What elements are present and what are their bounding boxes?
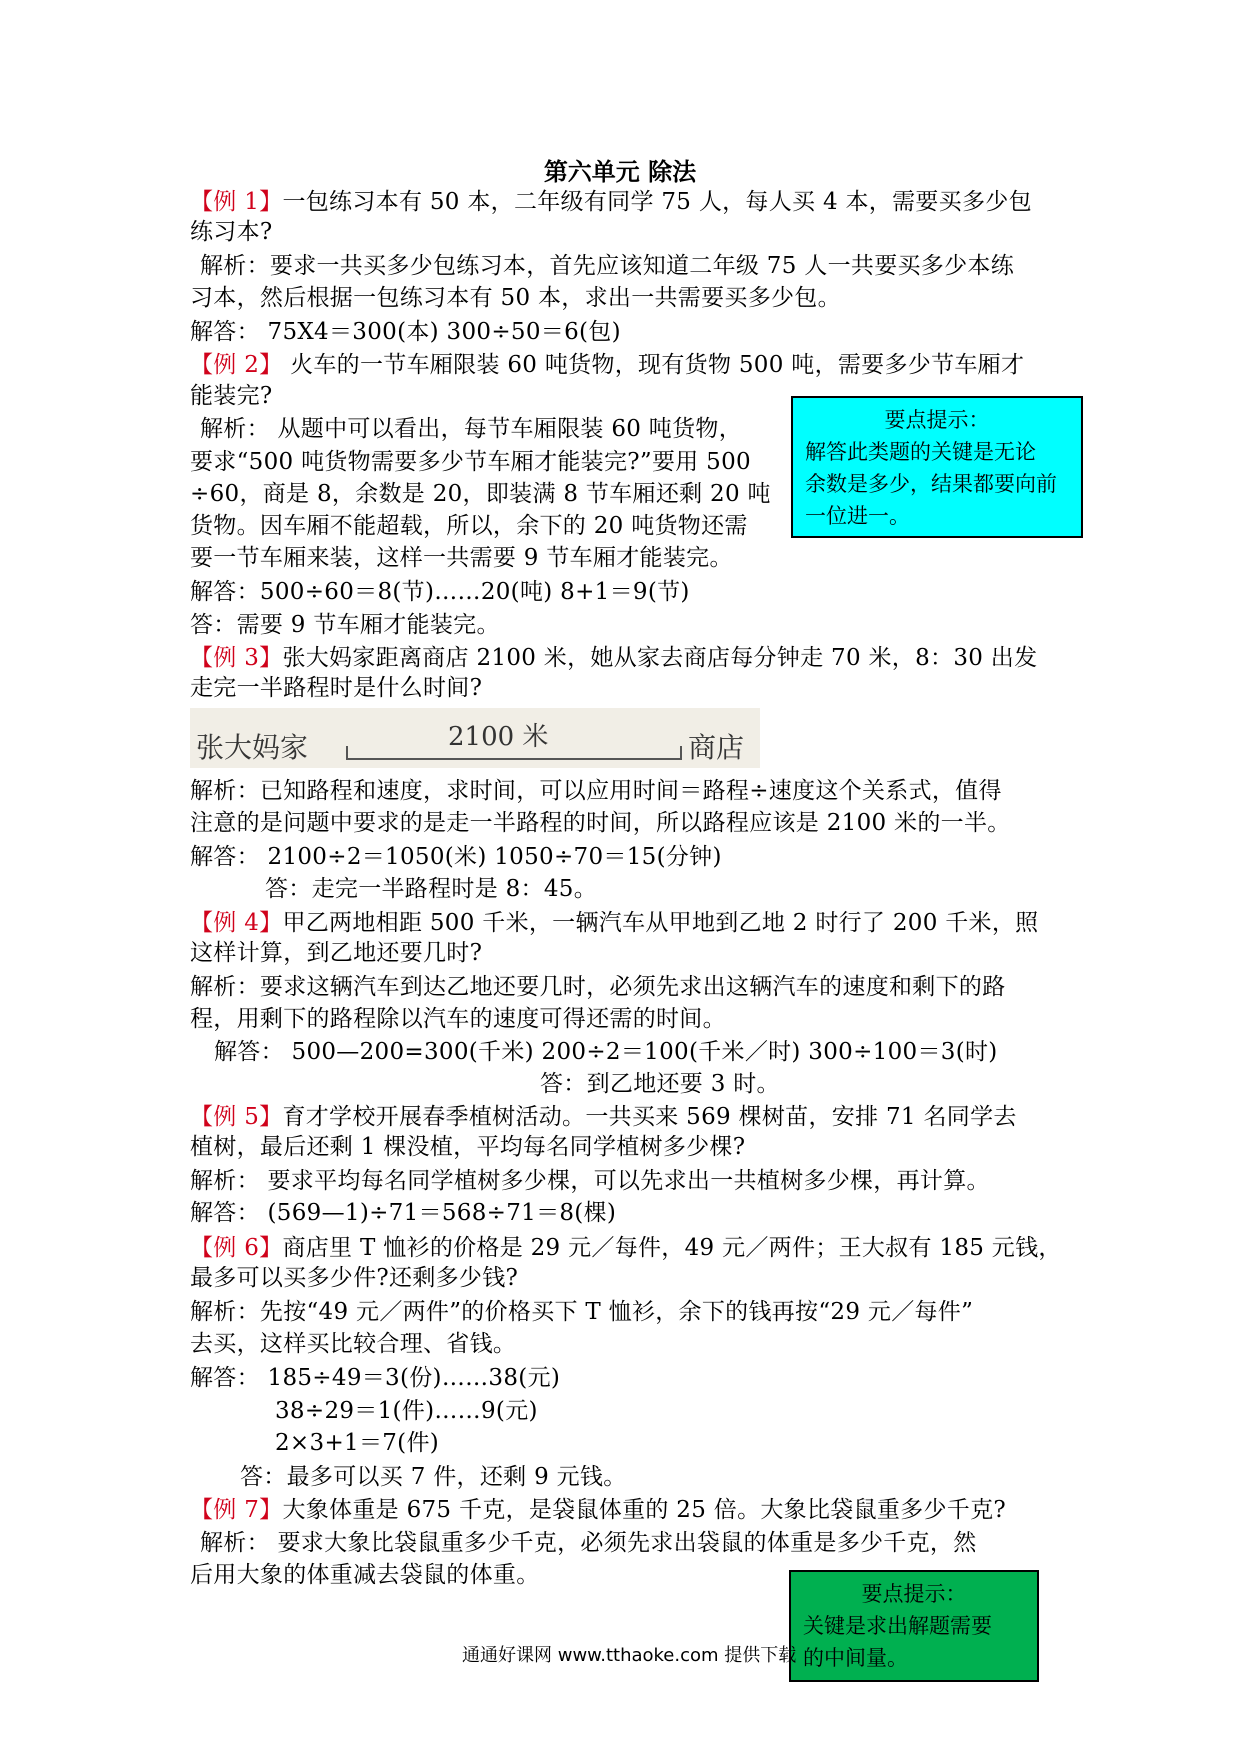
line-text: 答：走完一半路程时是 8：45。 (265, 876, 598, 902)
line-text: 要一节车厢来装，这样一共需要 9 节车厢才能装完。 (190, 545, 733, 571)
text-line (190, 1004, 726, 1034)
example-tag: 【例 6】 (190, 1235, 283, 1261)
line-text: 解答： 185÷49＝3(份)……38(元) (190, 1365, 561, 1391)
footer-source: 通通好课网 www.tthaoke.com 提供下载 (462, 1645, 797, 1666)
text-line (190, 1233, 1062, 1263)
text-line (190, 1329, 516, 1359)
figure-route-line (346, 758, 682, 760)
text-line (190, 1297, 973, 1327)
text-line (190, 938, 482, 968)
line-text: 解析：先按“49 元／两件”的价格买下 T 恤衫，余下的钱再按“29 元／每件” (190, 1299, 974, 1325)
line-text: ÷60，商是 8，余数是 20，即装满 8 节车厢还剩 20 吨 (190, 481, 771, 507)
line-text: 走完一半路程时是什么时间? (190, 675, 483, 701)
line-text: 注意的是问题中要求的是走一半路程的时间，所以路程应该是 2100 米的一半。 (190, 810, 1011, 836)
text-line (200, 414, 742, 444)
text-line (200, 251, 1014, 281)
tip-line: 关键是求出解题需要 (803, 1614, 992, 1638)
text-line (190, 972, 1006, 1002)
tip-line: 解答此类题的关键是无论 (805, 440, 1036, 464)
text-line (190, 479, 771, 509)
text-line (190, 187, 1032, 217)
line-text: 程，用剩下的路程除以汽车的速度可得还需的时间。 (190, 1006, 726, 1032)
line-text: 育才学校开展春季植树活动。一共买来 569 棵树苗，安排 71 名同学去 (282, 1104, 1017, 1130)
text-line (190, 908, 1038, 938)
example-tag: 【例 5】 (190, 1104, 283, 1130)
line-text: 后用大象的体重减去袋鼠的体重。 (190, 1562, 540, 1588)
text-line (190, 1132, 745, 1162)
example-tag: 【例 4】 (190, 910, 283, 936)
text-line (190, 350, 1024, 380)
line-text: 一包练习本有 50 本，二年级有同学 75 人，每人买 4 本，需要买多少包 (282, 189, 1032, 215)
text-line (275, 1428, 439, 1458)
line-text: 解析： 要求平均每名同学植树多少棵，可以先求出一共植树多少棵，再计算。 (190, 1168, 990, 1194)
figure-end-label: 商店 (688, 731, 745, 764)
line-text: 解析：要求一共买多少包练习本，首先应该知道二年级 75 人一共要买多少本练 (200, 253, 1014, 279)
line-text: 习本，然后根据一包练习本有 50 本，求出一共需要买多少包。 (190, 285, 841, 311)
line-text: 解答： 75X4＝300(本) 300÷50＝6(包) (190, 319, 621, 345)
line-text: 解答： 2100÷2＝1050(米) 1050÷70＝15(分钟) (190, 844, 722, 870)
line-text: 去买，这样买比较合理、省钱。 (190, 1331, 517, 1357)
route-figure (190, 708, 760, 768)
example-tag: 【例 1】 (190, 189, 283, 215)
text-line (265, 874, 597, 904)
text-line (190, 543, 733, 573)
line-text: 练习本? (190, 219, 273, 245)
example-tag: 【例 3】 (190, 645, 283, 671)
text-line (190, 1166, 990, 1196)
page-title: 第六单元 除法 (543, 158, 697, 186)
line-text: 解析： 要求大象比袋鼠重多少千克，必须先求出袋鼠的体重是多少千克，然 (200, 1530, 977, 1556)
text-line (190, 217, 273, 247)
text-line (190, 1102, 1017, 1132)
tip-box-1 (791, 396, 1083, 538)
figure-start-label: 张大妈家 (196, 731, 309, 764)
text-line (190, 610, 500, 640)
line-text: 商店里 T 恤衫的价格是 29 元／每件，49 元／两件；王大叔有 185 元钱， (282, 1235, 1062, 1261)
text-line (190, 283, 841, 313)
line-text: 要求“500 吨货物需要多少节车厢才能装完?”要用 500 (190, 449, 751, 475)
text-line (190, 808, 1011, 838)
line-text: 货物。因车厢不能超载，所以，余下的 20 吨货物还需 (190, 513, 748, 539)
tip-box-2 (789, 1570, 1039, 1682)
text-line (190, 1363, 560, 1393)
text-line (190, 673, 482, 703)
text-line (190, 577, 690, 607)
line-text: 解析：已知路程和速度，求时间，可以应用时间＝路程÷速度这个关系式，值得 (190, 778, 1002, 804)
tip-line: 的中间量。 (803, 1646, 908, 1670)
line-text: 最多可以买多少件?还剩多少钱? (190, 1265, 519, 1291)
text-line (190, 447, 751, 477)
line-text: 2×3+1＝7(件) (275, 1430, 440, 1456)
tip-line: 一位进一。 (805, 504, 910, 528)
example-tag: 【例 7】 (190, 1497, 283, 1523)
text-line (190, 643, 1037, 673)
line-text: 解答： (569—1)÷71＝568÷71＝8(棵) (190, 1200, 617, 1226)
line-text: 答：最多可以买 7 件，还剩 9 元钱。 (240, 1464, 627, 1490)
text-line (190, 317, 621, 347)
line-text: 答：需要 9 节车厢才能装完。 (190, 612, 500, 638)
line-text: 甲乙两地相距 500 千米，一辆汽车从甲地到乙地 2 时行了 200 千米，照 (282, 910, 1039, 936)
line-text: 植树，最后还剩 1 棵没植，平均每名同学植树多少棵? (190, 1134, 746, 1160)
text-line (190, 381, 273, 411)
text-line (190, 776, 1002, 806)
text-line (190, 842, 722, 872)
text-line (275, 1396, 538, 1426)
line-text: 能装完? (190, 383, 273, 409)
text-line (200, 1528, 977, 1558)
text-line (190, 1263, 518, 1293)
line-text: 解答：500÷60＝8(节)……20(吨) 8+1＝9(节) (190, 579, 690, 605)
text-line (190, 1495, 1006, 1525)
figure-distance-label: 2100 米 (448, 722, 549, 752)
text-line (540, 1069, 780, 1099)
text-line (190, 1198, 616, 1228)
line-text: 解析：要求这辆汽车到达乙地还要几时，必须先求出这辆汽车的速度和剩下的路 (190, 974, 1006, 1000)
text-line (190, 511, 748, 541)
line-text: 解析： 从题中可以看出，每节车厢限装 60 吨货物， (200, 416, 742, 442)
line-text: 答：到乙地还要 3 时。 (540, 1071, 780, 1097)
text-line (190, 1560, 540, 1590)
tip-line: 余数是多少，结果都要向前 (805, 472, 1057, 496)
text-line (214, 1037, 998, 1067)
example-tag: 【例 2】 (190, 352, 283, 378)
line-text: 大象体重是 675 千克，是袋鼠体重的 25 倍。大象比袋鼠重多少千克? (282, 1497, 1006, 1523)
tip-title: 要点提示： (861, 1582, 967, 1606)
line-text: 解答： 500—200=300(千米) 200÷2＝100(千米／时) 300÷100＝3(时) (214, 1039, 998, 1065)
text-line (240, 1462, 627, 1492)
tip-title: 要点提示： (884, 408, 990, 432)
line-text: 火车的一节车厢限装 60 吨货物，现有货物 500 吨，需要多少节车厢才 (282, 352, 1025, 378)
line-text: 38÷29＝1(件)……9(元) (275, 1398, 538, 1424)
line-text: 这样计算，到乙地还要几时? (190, 940, 483, 966)
line-text: 张大妈家距离商店 2100 米，她从家去商店每分钟走 70 米，8：30 出发 (282, 645, 1038, 671)
figure-end-tick (680, 746, 682, 760)
